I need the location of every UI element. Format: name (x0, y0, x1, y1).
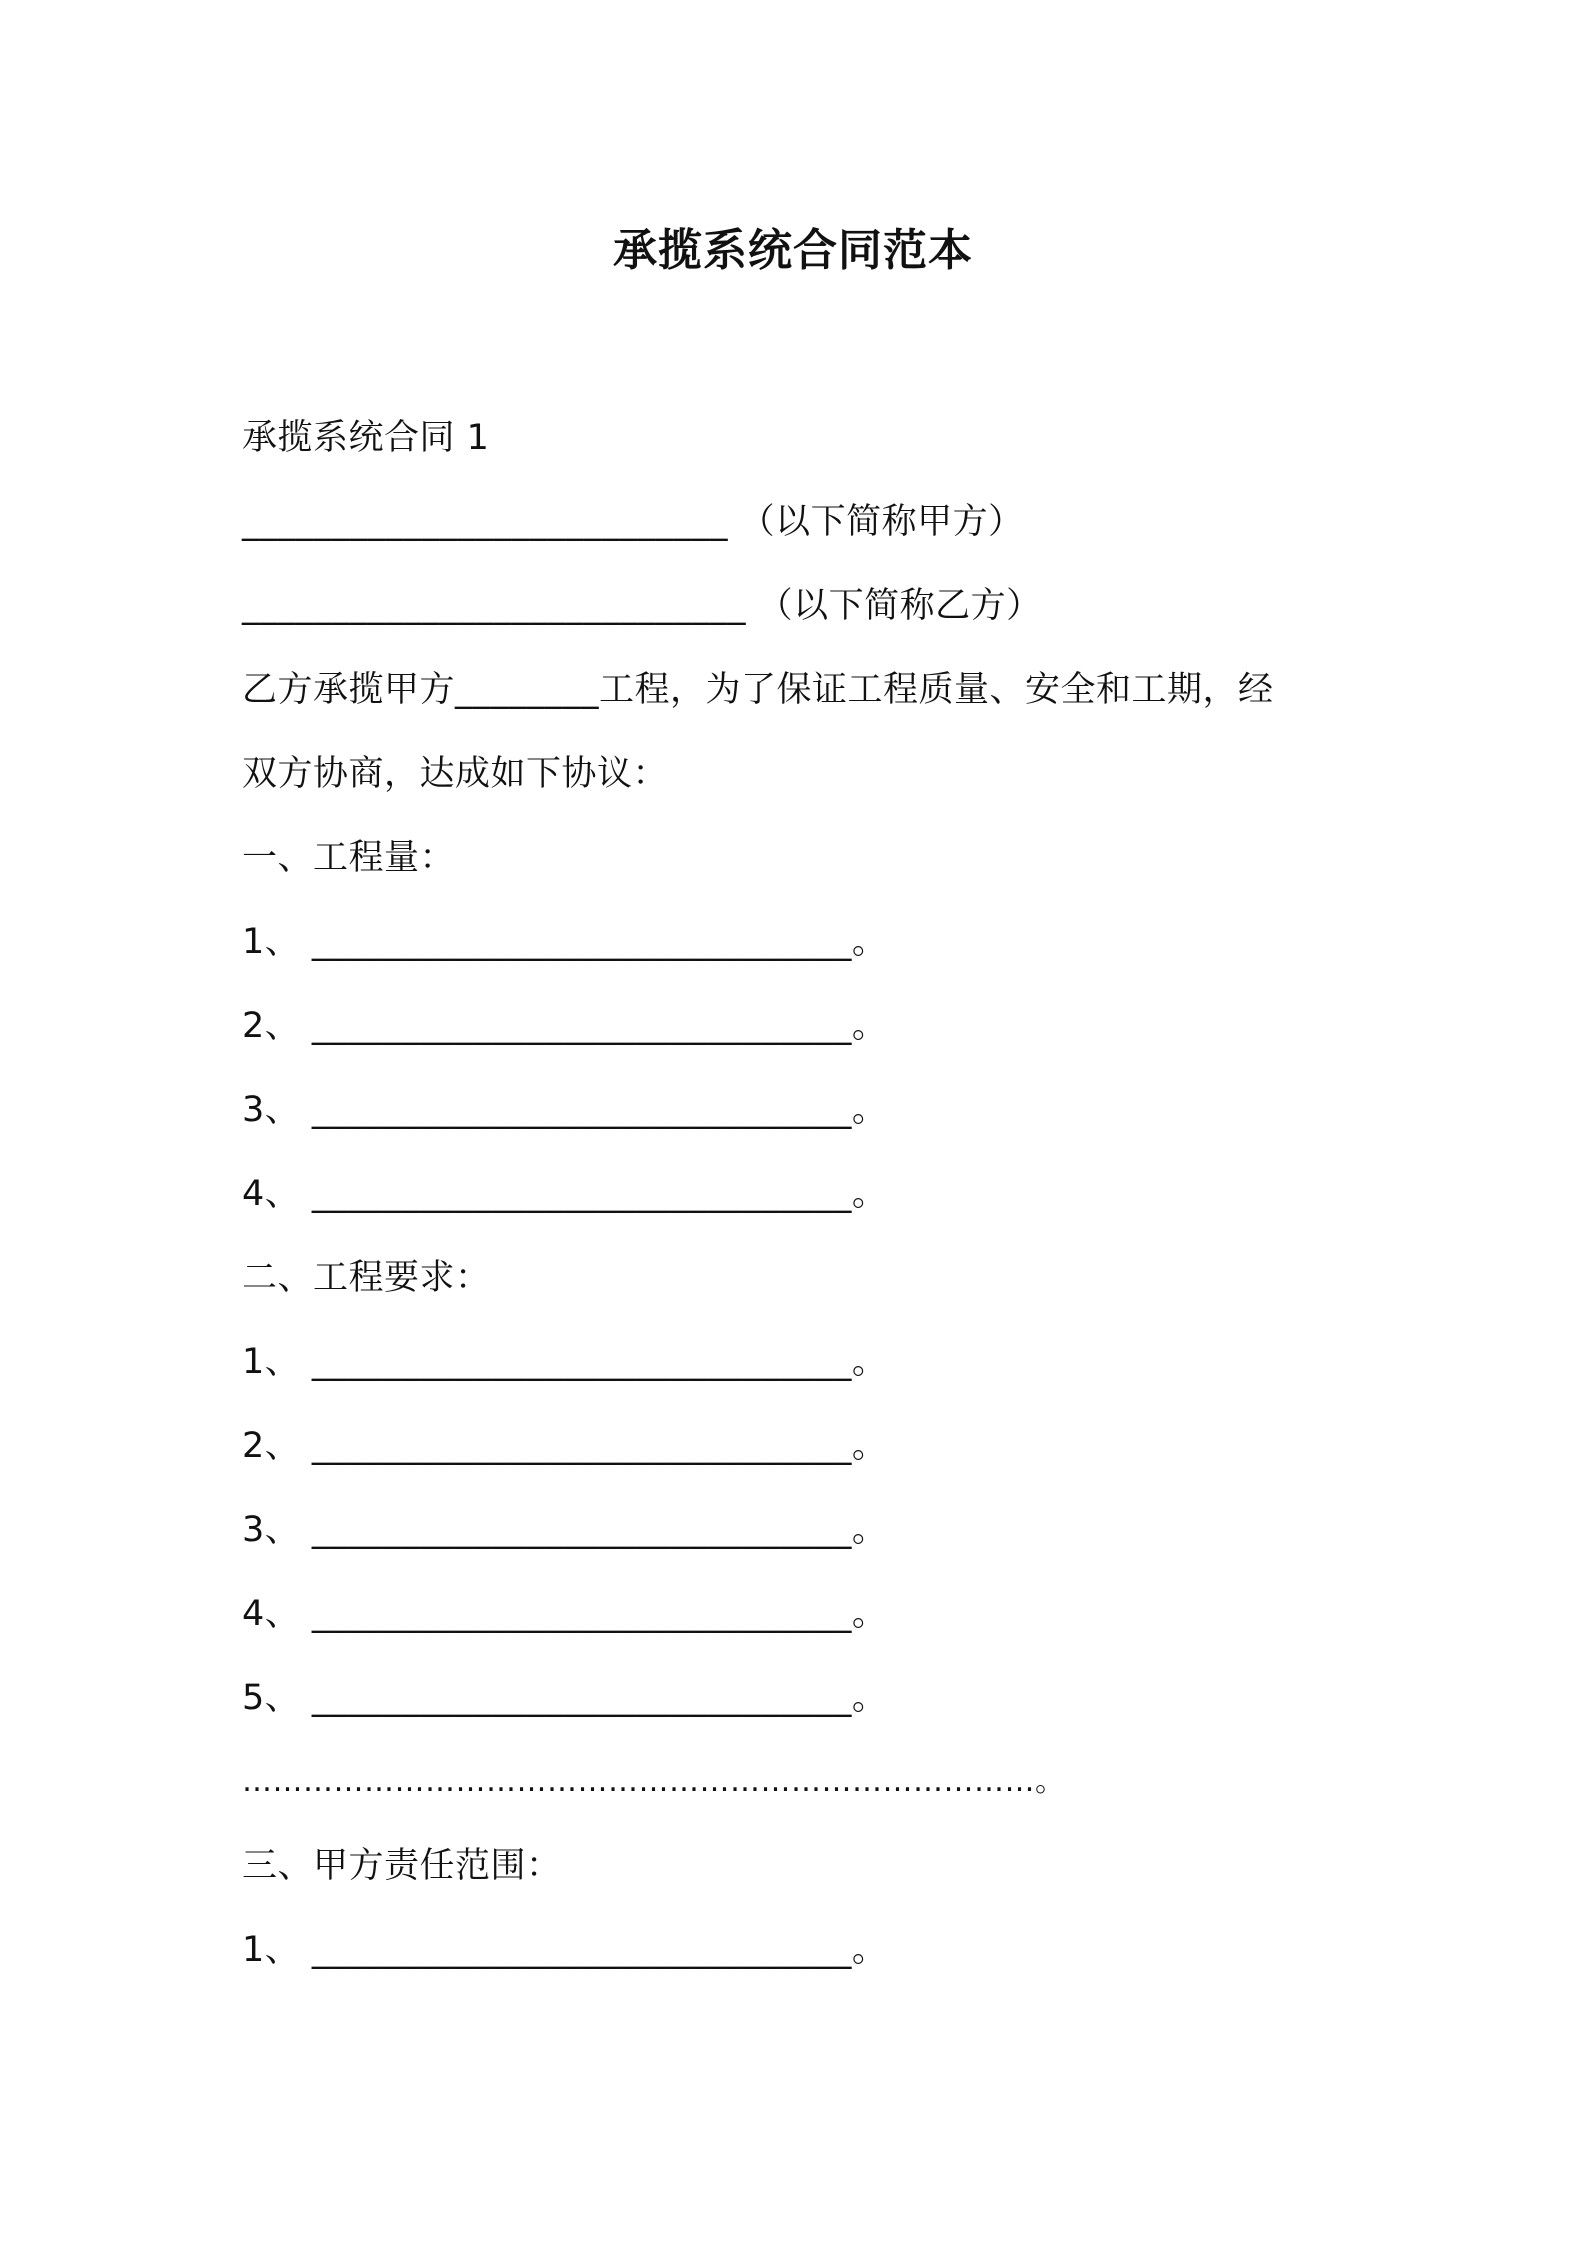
requirement-item: 4、 ______________________________。 (242, 1594, 888, 1634)
party-a-line: ___________________________ （以下简称甲方） (242, 502, 1024, 542)
section-heading-workload: 一、工程量： (242, 838, 456, 878)
section-heading-requirements: 二、工程要求： (242, 1258, 491, 1298)
requirement-item: 1、 ______________________________。 (242, 1342, 888, 1382)
workload-item: 3、 ______________________________。 (242, 1090, 888, 1130)
ellipsis-line: ……………………………………………………………………。 (242, 1764, 1066, 1799)
party-b-line: ____________________________ （以下简称乙方） (242, 586, 1042, 626)
workload-item: 2、 ______________________________。 (242, 1006, 888, 1046)
intro-paragraph-line-1: 乙方承揽甲方________工程，为了保证工程质量、安全和工期，经 (242, 670, 1274, 710)
requirement-item: 5、 ______________________________。 (242, 1678, 888, 1718)
requirement-item: 2、 ______________________________。 (242, 1426, 888, 1466)
intro-paragraph-line-2: 双方协商，达成如下协议： (242, 754, 669, 794)
document-title: 承揽系统合同范本 (613, 225, 973, 276)
responsibility-item: 1、 ______________________________。 (242, 1930, 888, 1970)
requirement-item: 3、 ______________________________。 (242, 1510, 888, 1550)
workload-item: 4、 ______________________________。 (242, 1174, 888, 1214)
workload-item: 1、 ______________________________。 (242, 922, 888, 962)
contract-subtitle: 承揽系统合同 1 (242, 418, 490, 458)
section-heading-party-a-responsibility: 三、甲方责任范围： (242, 1846, 562, 1886)
